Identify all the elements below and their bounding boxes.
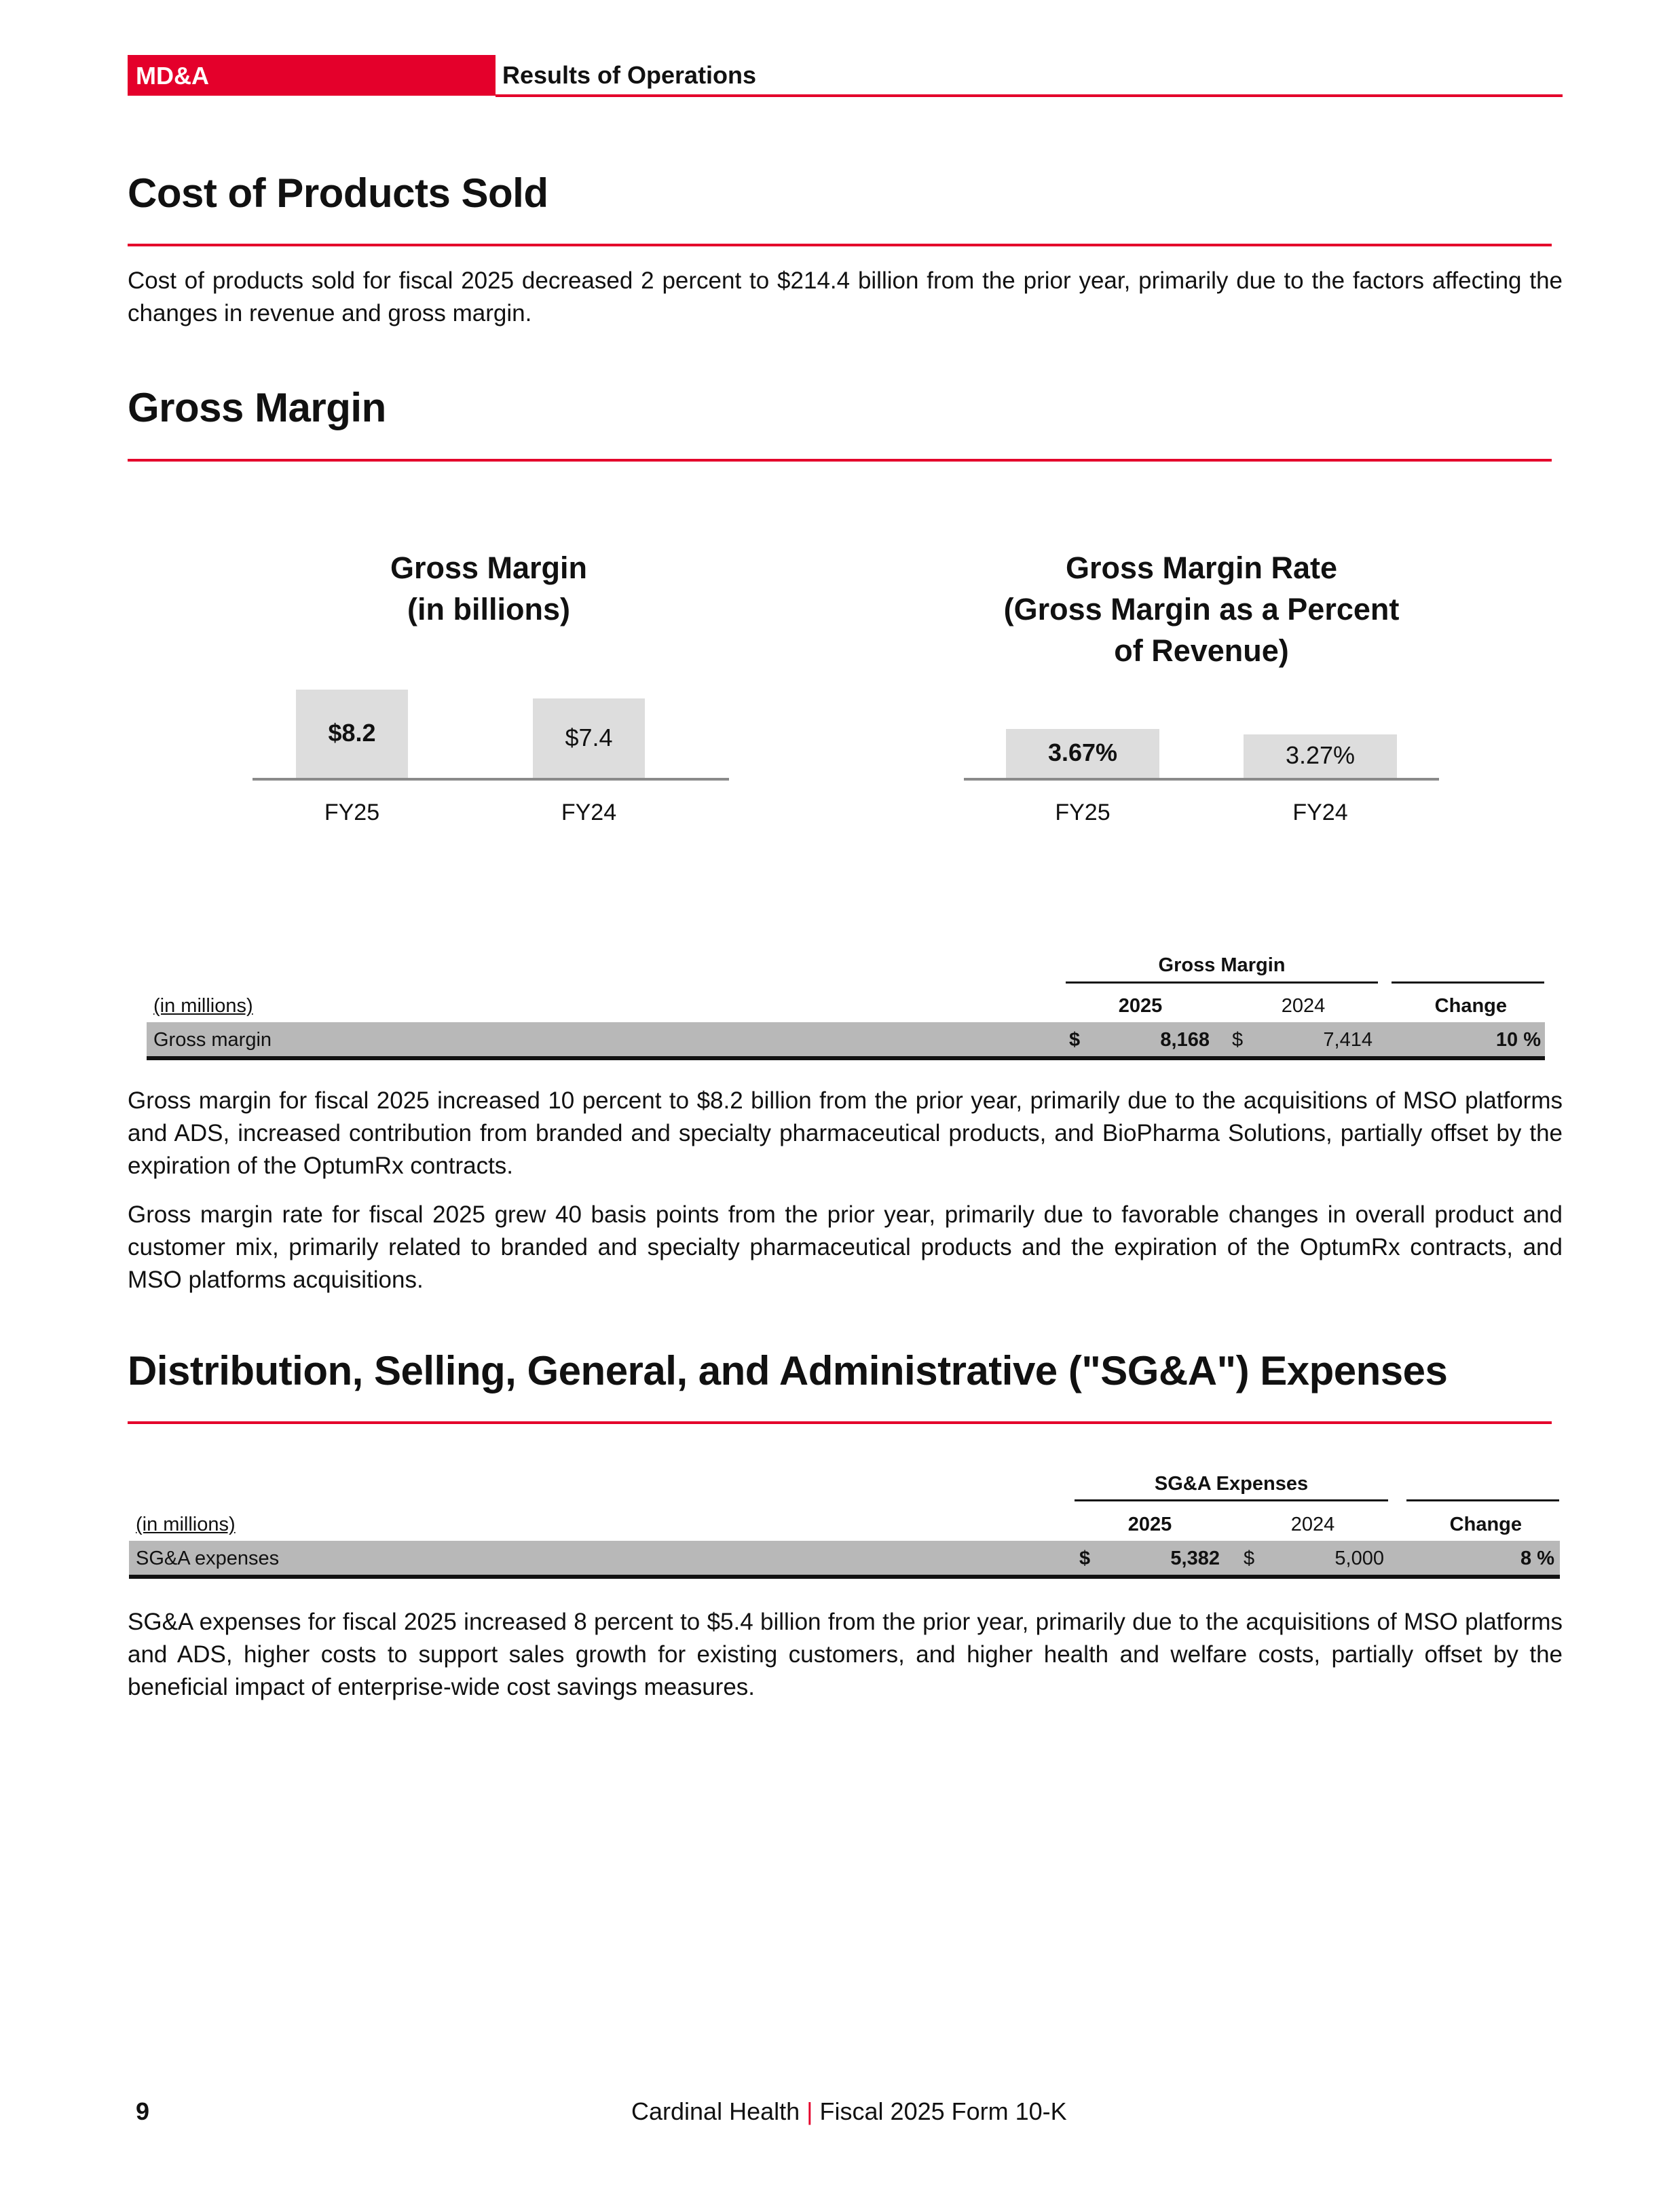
chart-baseline <box>253 778 729 781</box>
data-label-fy25: $8.2 <box>328 719 376 747</box>
table-group-rule <box>1066 981 1378 984</box>
table-unit-label: (in millions) <box>136 1514 236 1535</box>
table-group-header: Gross Margin <box>1158 954 1286 976</box>
currency-2025: $ <box>1079 1548 1091 1569</box>
footer-doc: Fiscal 2025 Form 10-K <box>819 2097 1067 2125</box>
category-label-fy24: FY24 <box>561 800 617 825</box>
currency-2024: $ <box>1232 1029 1244 1051</box>
chart-title-line: Gross Margin Rate <box>1065 550 1338 585</box>
heading-rule <box>128 459 1552 462</box>
heading-rule <box>128 1421 1552 1424</box>
column-header-2024: 2024 <box>1281 995 1326 1017</box>
table-bottom-rule <box>129 1575 1560 1579</box>
page-number: 9 <box>136 2097 150 2125</box>
table-bottom-rule <box>147 1056 1545 1060</box>
paragraph-sga: SG&A expenses for fiscal 2025 increased 8 percent to $5.4 billion from the prior year, primarily due to the acquisitions of MSO platforms and ADS, higher costs to support sales growth for existing customers, and higher health and welfare costs, partially offset by the beneficial impact of enterprise-wide cost savings measures. <box>128 1609 1563 1700</box>
value-change: 8 % <box>1520 1548 1554 1569</box>
category-label-fy24: FY24 <box>1292 800 1348 825</box>
value-2025: 5,382 <box>1170 1548 1220 1569</box>
column-header-2025: 2025 <box>1127 1514 1172 1535</box>
table-group-header: SG&A Expenses <box>1154 1473 1309 1495</box>
column-header-change: Change <box>1434 995 1507 1017</box>
table-change-rule <box>1392 981 1544 984</box>
page-header-title: Results of Operations <box>502 61 757 89</box>
column-header-2025: 2025 <box>1118 995 1163 1017</box>
value-2024: 7,414 <box>1323 1029 1373 1051</box>
currency-2025: $ <box>1069 1029 1081 1051</box>
chart-baseline <box>964 778 1439 781</box>
category-label-fy25: FY25 <box>1055 800 1110 825</box>
paragraph-cost-of-products-sold: Cost of products sold for fiscal 2025 decreased 2 percent to $214.4 billion from the prior year, primarily due to the factors affecting the changes in revenue and gross margin. <box>128 267 1563 326</box>
paragraph-gross-margin-rate: Gross margin rate for fiscal 2025 grew 40 basis points from the prior year, primarily due to favorable changes in overall product and customer mix, primarily related to branded and specialty pharmaceutical products and the expiration of the OptumRx contracts, and MSO platforms acquisitions. <box>128 1201 1563 1293</box>
table-change-rule <box>1406 1499 1559 1501</box>
paragraph-gross-margin: Gross margin for fiscal 2025 increased 10 percent to $8.2 billion from the prior year, primarily due to the acquisitions of MSO platforms and ADS, increased contribution from branded and specialty pharmaceutical products, and BioPharma Solutions, partially offset by the expiration of the OptumRx contracts. <box>128 1087 1563 1179</box>
footer-separator: | <box>806 2097 813 2125</box>
column-header-2024: 2024 <box>1290 1514 1335 1535</box>
chart-subtitle-line: (Gross Margin as a Percent <box>1003 592 1400 626</box>
value-2024: 5,000 <box>1334 1548 1384 1569</box>
value-2025: 8,168 <box>1160 1029 1210 1051</box>
heading-gross-margin: Gross Margin <box>128 385 386 430</box>
data-label-fy24: 3.27% <box>1285 741 1356 769</box>
table-group-rule <box>1075 1499 1388 1501</box>
footer-company: Cardinal Health <box>631 2097 800 2125</box>
data-label-fy25: 3.67% <box>1047 738 1118 766</box>
row-label: Gross margin <box>153 1029 272 1051</box>
heading-cost-of-products-sold: Cost of Products Sold <box>128 170 548 216</box>
data-label-fy24: $7.4 <box>565 723 613 751</box>
column-header-change: Change <box>1449 1514 1522 1535</box>
header-rule <box>496 94 1563 97</box>
category-label-fy25: FY25 <box>324 800 380 825</box>
value-change: 10 % <box>1495 1029 1541 1051</box>
row-label: SG&A expenses <box>136 1548 280 1569</box>
footer-text <box>631 2097 1067 2126</box>
section-label: MD&A <box>136 62 209 90</box>
chart-title-line: Gross Margin <box>390 550 588 585</box>
currency-2024: $ <box>1244 1548 1255 1569</box>
section-tab <box>128 55 496 96</box>
table-unit-label: (in millions) <box>153 995 253 1017</box>
chart-subtitle-line: (in billions) <box>407 592 570 626</box>
heading-rule <box>128 244 1552 246</box>
chart-subtitle-line: of Revenue) <box>1114 633 1289 668</box>
heading-sga: Distribution, Selling, General, and Administrative ("SG&A") Expenses <box>128 1348 1448 1393</box>
